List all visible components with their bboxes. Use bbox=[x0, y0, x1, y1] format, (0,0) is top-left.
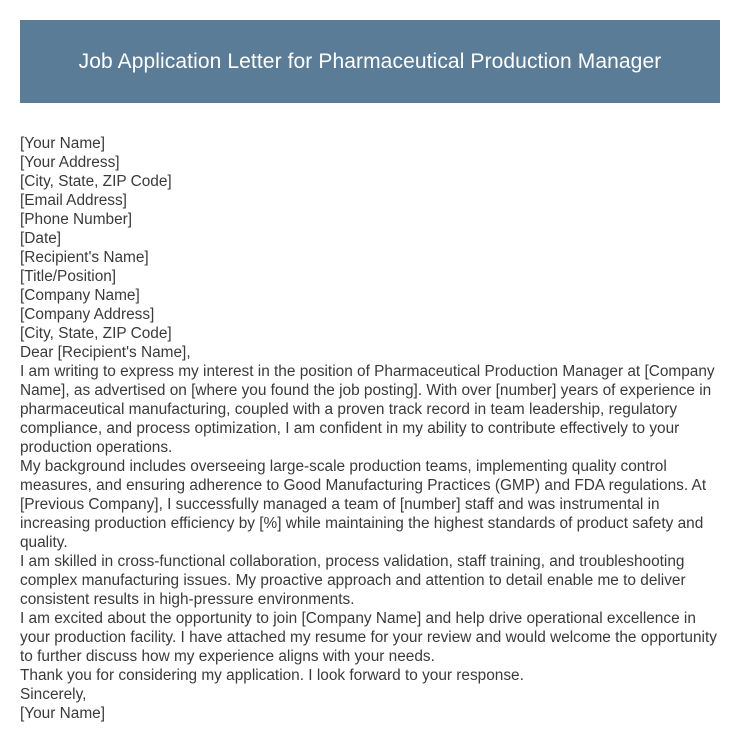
salutation: Dear [Recipient's Name], bbox=[20, 344, 191, 361]
recipient-name: [Recipient's Name] bbox=[20, 249, 149, 266]
letter-header bbox=[20, 20, 720, 103]
sender-address: [Your Address] bbox=[20, 154, 120, 171]
recipient-company: [Company Name] bbox=[20, 287, 140, 304]
paragraph-thanks: Thank you for considering my application. I look forward to your response. bbox=[20, 667, 524, 684]
letter-body bbox=[20, 134, 720, 723]
signature: [Your Name] bbox=[20, 705, 105, 722]
sender-name: [Your Name] bbox=[20, 135, 105, 152]
paragraph-skills: I am skilled in cross-functional collaboration, process validation, staff training, and troubleshooting complex manufacturing issues. My proactive approach and attention to detail enable me to deliver consistent results in high-pressure environments. bbox=[20, 553, 686, 608]
sender-city-state-zip: [City, State, ZIP Code] bbox=[20, 173, 172, 190]
page-title: Job Application Letter for Pharmaceutical Production Manager bbox=[78, 49, 662, 73]
paragraph-background: My background includes overseeing large-scale production teams, implementing quality control measures, and ensuring adherence to Good Manufacturing Practices (GMP) and FDA regulations. At [Previous Company], I successfully managed a team of [number] staff and was instrumental in increasing production efficiency by [%] while maintaining the highest standards of product safety and quality. bbox=[20, 458, 707, 551]
closing: Sincerely, bbox=[20, 686, 87, 703]
paragraph-intro: I am writing to express my interest in the position of Pharmaceutical Production Manager at [Company Name], as advertised on [where you found the job posting]. With over [number] years of experience in pharmaceutical manufacturing, coupled with a proven track record in team leadership, regulatory compliance, and process optimization, I am confident in my ability to contribute effectively to your production operations. bbox=[20, 363, 715, 456]
letter-date: [Date] bbox=[20, 230, 62, 247]
recipient-title: [Title/Position] bbox=[20, 268, 117, 285]
sender-email: [Email Address] bbox=[20, 192, 127, 209]
recipient-address: [Company Address] bbox=[20, 306, 155, 323]
sender-phone: [Phone Number] bbox=[20, 211, 133, 228]
paragraph-interest: I am excited about the opportunity to join [Company Name] and help drive operational excellence in your production facility. I have attached my resume for your review and would welcome the opportunity to further discuss how my experience aligns with your needs. bbox=[20, 610, 717, 665]
recipient-city-state-zip: [City, State, ZIP Code] bbox=[20, 325, 172, 342]
